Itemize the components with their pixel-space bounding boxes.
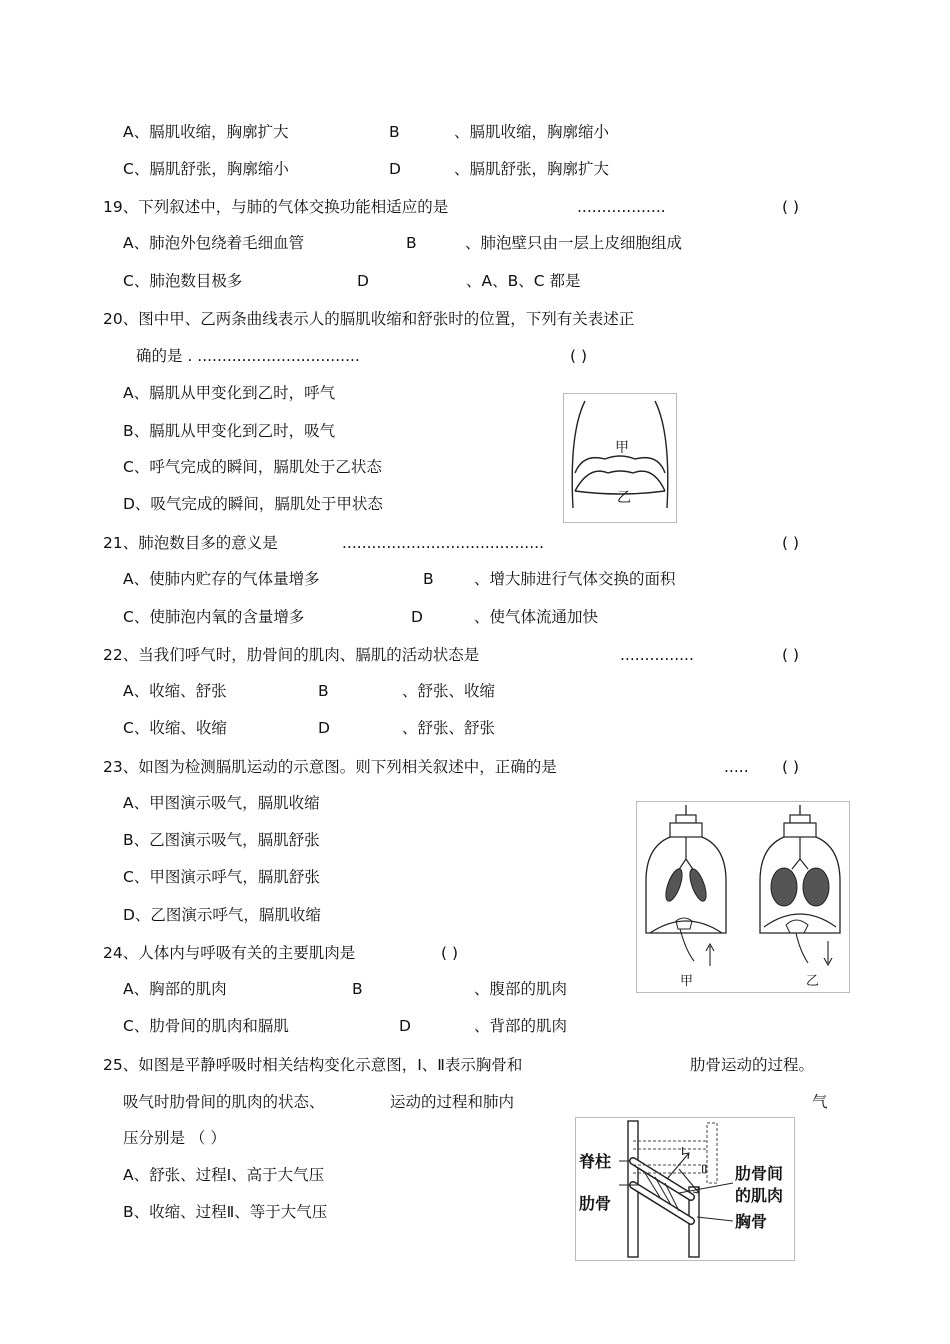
q25-figure-label-spine: 脊柱 (579, 1152, 612, 1171)
q21-stem: 21、肺泡数目多的意义是 (103, 534, 278, 552)
q24-stem: 24、人体内与呼吸有关的主要肌肉是 (103, 944, 356, 962)
q21-option-a: A、使肺内贮存的气体量增多 (123, 570, 320, 588)
q21-dots: ......................................... (342, 534, 545, 552)
q24-option-c: C、肋骨间的肌肉和膈肌 (123, 1017, 289, 1035)
q22-option-c: C、收缩、收缩 (123, 719, 227, 737)
q25-option-a: A、舒张、过程Ⅰ、高于大气压 (123, 1166, 325, 1184)
q19-answer-paren: ( ) (782, 198, 800, 216)
q23-option-a: A、甲图演示吸气，膈肌收缩 (123, 794, 320, 812)
q22-option-d-letter: D (318, 719, 330, 737)
q25-stem-line3: 压分别是 （ ） (123, 1129, 226, 1147)
q19-option-d-letter: D (357, 272, 369, 290)
q19-stem: 19、下列叙述中，与肺的气体交换功能相适应的是 (103, 198, 449, 216)
q20-option-a: A、膈肌从甲变化到乙时，呼气 (123, 384, 336, 402)
q23-dots: ..... (724, 758, 749, 776)
q21-answer-paren: ( ) (782, 534, 800, 552)
q21-option-b: 、增大肺进行气体交换的面积 (474, 570, 676, 588)
q22-option-b-letter: B (318, 682, 329, 700)
q25-option-b: B、收缩、过程Ⅱ、等于大气压 (123, 1203, 328, 1221)
q21-option-d: 、使气体流通加快 (474, 608, 599, 626)
q23-option-c: C、甲图演示呼气，膈肌舒张 (123, 868, 320, 886)
q20-option-d: D、吸气完成的瞬间，膈肌处于甲状态 (123, 495, 383, 513)
q20-option-b: B、膈肌从甲变化到乙时，吸气 (123, 422, 336, 440)
q23-figure-label-yi: 乙 (806, 974, 820, 989)
q25-stem-line2-tail: 气 (812, 1093, 828, 1111)
q24-option-a: A、胸部的肌肉 (123, 980, 227, 998)
q19-option-b: 、肺泡壁只由一层上皮细胞组成 (465, 234, 683, 252)
q18-option-a: A、膈肌收缩，胸廓扩大 (123, 123, 289, 141)
q22-dots: ............... (620, 646, 694, 664)
q22-option-d: 、舒张、舒张 (402, 719, 496, 737)
q18-option-d-letter: D (389, 160, 401, 178)
q20-figure-label-jia: 甲 (615, 440, 629, 456)
q24-answer-paren: ( ) (441, 944, 459, 962)
q22-option-a: A、收缩、舒张 (123, 682, 227, 700)
q25-stem-line2-mid: 运动的过程和肺内 (390, 1093, 515, 1111)
q19-dots: .................. (577, 198, 666, 216)
q18-option-b-letter: B (389, 123, 400, 141)
q19-option-c: C、肺泡数目极多 (123, 272, 243, 290)
q25-stem-line2: 吸气时肋骨间的肌肉的状态、 (123, 1093, 325, 1111)
q23-bell-jar-figure (636, 801, 850, 993)
q22-option-b: 、舒张、收缩 (402, 682, 496, 700)
q20-option-c: C、呼气完成的瞬间，膈肌处于乙状态 (123, 458, 382, 476)
q25-figure-label-muscle-1: 肋骨间 (735, 1164, 784, 1183)
q19-option-a: A、肺泡外包绕着毛细血管 (123, 234, 305, 252)
q21-option-c: C、使肺泡内氧的含量增多 (123, 608, 305, 626)
q22-stem: 22、当我们呼气时，肋骨间的肌肉、膈肌的活动状态是 (103, 646, 480, 664)
q23-answer-paren: ( ) (782, 758, 800, 776)
q18-option-c: C、膈肌舒张，胸廓缩小 (123, 160, 289, 178)
q23-figure-label-jia: 甲 (680, 974, 694, 989)
q23-jar-jia (646, 805, 726, 989)
q24-option-b-letter: B (352, 980, 363, 998)
q21-option-d-letter: D (411, 608, 423, 626)
q24-option-b: 、腹部的肌肉 (474, 980, 568, 998)
q25-ribcage-figure (575, 1117, 795, 1261)
q23-option-d: D、乙图演示呼气，膈肌收缩 (123, 906, 321, 924)
q21-option-b-letter: B (423, 570, 434, 588)
q25-figure-label-sternum: 胸骨 (735, 1212, 768, 1231)
q24-option-d: 、背部的肌肉 (474, 1017, 568, 1035)
q18-option-d: 、膈肌舒张，胸廓扩大 (454, 160, 610, 178)
q20-stem: 20、图中甲、乙两条曲线表示人的膈肌收缩和舒张时的位置，下列有关表述正 (103, 310, 635, 328)
q24-option-d-letter: D (399, 1017, 411, 1035)
q23-stem: 23、如图为检测膈肌运动的示意图。则下列相关叙述中，正确的是 (103, 758, 557, 776)
q19-option-b-letter: B (406, 234, 417, 252)
q25-stem-tail: 肋骨运动的过程。 (690, 1056, 815, 1074)
q25-stem: 25、如图是平静呼吸时相关结构变化示意图，Ⅰ、Ⅱ表示胸骨和 (103, 1056, 523, 1074)
q22-answer-paren: ( ) (782, 646, 800, 664)
q25-figure-label-I: I (681, 1145, 685, 1158)
q20-stem-line2: 确的是 . ................................. (136, 347, 360, 365)
q18-option-b: 、膈肌收缩，胸廓缩小 (454, 123, 610, 141)
q23-jar-yi (760, 805, 840, 989)
q25-figure-label-II: II (701, 1163, 708, 1176)
q23-option-b: B、乙图演示吸气，膈肌舒张 (123, 831, 320, 849)
q25-figure-label-muscle-2: 的肌肉 (735, 1186, 784, 1205)
q20-diaphragm-figure (563, 393, 677, 523)
q25-figure-label-rib: 肋骨 (579, 1194, 612, 1213)
q20-figure-label-yi: 乙 (617, 490, 631, 506)
q20-answer-paren: ( ) (570, 347, 588, 365)
q19-option-d: 、A、B、C 都是 (466, 272, 581, 290)
